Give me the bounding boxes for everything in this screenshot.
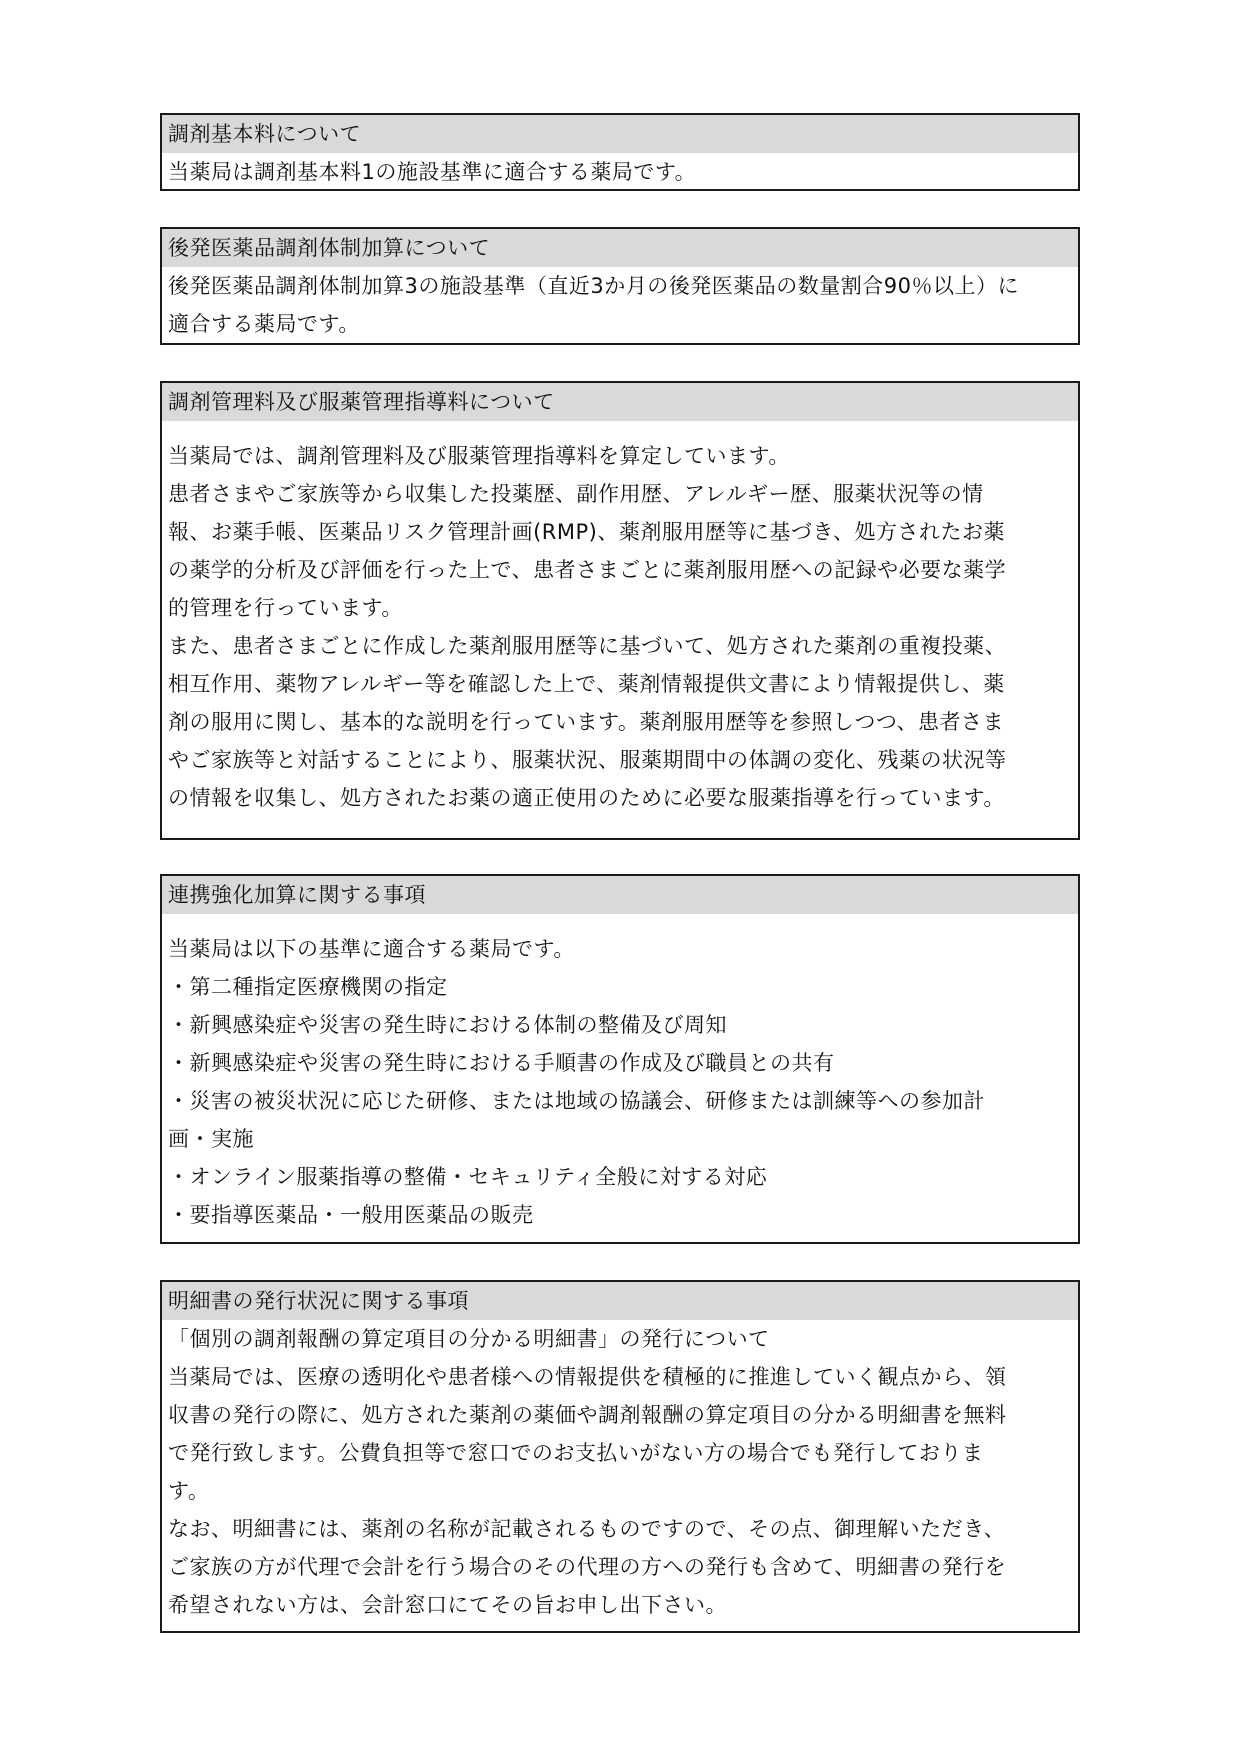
body-line: の情報を収集し、処方されたお薬の適正使用のために必要な服薬指導を行っています。 [168,786,1005,810]
body-line: また、患者さまごとに作成した薬剤服用歴等に基づいて、処方された薬剤の重複投薬、 [168,634,1007,658]
section-dispensing-basic-fee [160,113,1080,191]
body-line: 収書の発行の際に、処方された薬剤の薬価や調剤報酬の算定項目の分かる明細書を無料 [168,1403,1007,1427]
section-body [162,267,1078,343]
body-line: 当薬局は以下の基準に適合する薬局です。 [168,937,575,961]
body-line: 当薬局は調剤基本料1の施設基準に適合する薬局です。 [168,160,697,184]
body-line: ・新興感染症や災害の発生時における体制の整備及び周知 [168,1013,727,1037]
body-line: ・新興感染症や災害の発生時における手順書の作成及び職員との共有 [168,1051,835,1075]
body-line: 後発医薬品調剤体制加算3の施設基準（直近3か月の後発医薬品の数量割合90％以上）に [168,274,1019,298]
section-heading: 調剤基本料について [162,115,1078,153]
section-body [162,914,1078,1234]
section-heading: 連携強化加算に関する事項 [162,876,1078,914]
body-line: 剤の服用に関し、基本的な説明を行っています。薬剤服用歴等を参照しつつ、患者さま [168,710,1004,734]
body-line: やご家族等と対話することにより、服薬状況、服薬期間中の体調の変化、残薬の状況等 [168,748,1007,772]
body-line: の薬学的分析及び評価を行った上で、患者さまごとに薬剤服用歴への記録や必要な薬学 [168,558,1007,582]
body-line: で発行致します。公費負担等で窓口でのお支払いがない方の場合でも発行しておりま [168,1441,984,1465]
body-line: す。 [168,1479,210,1503]
body-line: 患者さまやご家族等から収集した投薬歴、副作用歴、アレルギー歴、服薬状況等の情 [168,482,984,506]
section-collaboration-addition [160,874,1080,1244]
section-body [162,153,1078,191]
section-body [162,421,1078,817]
body-line: 画・実施 [168,1127,254,1151]
body-line: 当薬局では、医療の透明化や患者様への情報提供を積極的に推進していく観点から、領 [168,1365,1007,1389]
body-line: 相互作用、薬物アレルギー等を確認した上で、薬剤情報提供文書により情報提供し、薬 [168,672,1005,696]
body-line: 的管理を行っています。 [168,596,403,620]
body-line: 報、お薬手帳、医薬品リスク管理計画(RMP)、薬剤服用歴等に基づき、処方されたお薬 [168,520,1005,544]
body-line: ・要指導医薬品・一般用医薬品の販売 [168,1203,534,1227]
section-heading: 調剤管理料及び服薬管理指導料について [162,383,1078,421]
body-line: 「個別の調剤報酬の算定項目の分かる明細書」の発行について [168,1327,770,1351]
body-line: ・オンライン服薬指導の整備・セキュリティ全般に対する対応 [168,1165,768,1189]
section-dispensing-management-fee [160,381,1080,840]
section-heading: 明細書の発行状況に関する事項 [162,1282,1078,1320]
body-line: ご家族の方が代理で会計を行う場合のその代理の方への発行も含めて、明細書の発行を [168,1555,1007,1579]
body-line: 希望されない方は、会計窓口にてその旨お申し出下さい。 [168,1593,727,1617]
section-itemized-statement [160,1280,1080,1633]
body-line: 当薬局では、調剤管理料及び服薬管理指導料を算定しています。 [168,444,790,468]
body-line: 適合する薬局です。 [168,312,360,336]
section-body [162,1320,1078,1624]
body-line: なお、明細書には、薬剤の名称が記載されるものですので、その点、御理解いただき、 [168,1517,1006,1541]
section-generic-drug-addition [160,227,1080,345]
section-heading: 後発医薬品調剤体制加算について [162,229,1078,267]
body-line: ・第二種指定医療機関の指定 [168,975,448,999]
body-line: ・災害の被災状況に応じた研修、または地域の協議会、研修または訓練等への参加計 [168,1089,985,1113]
